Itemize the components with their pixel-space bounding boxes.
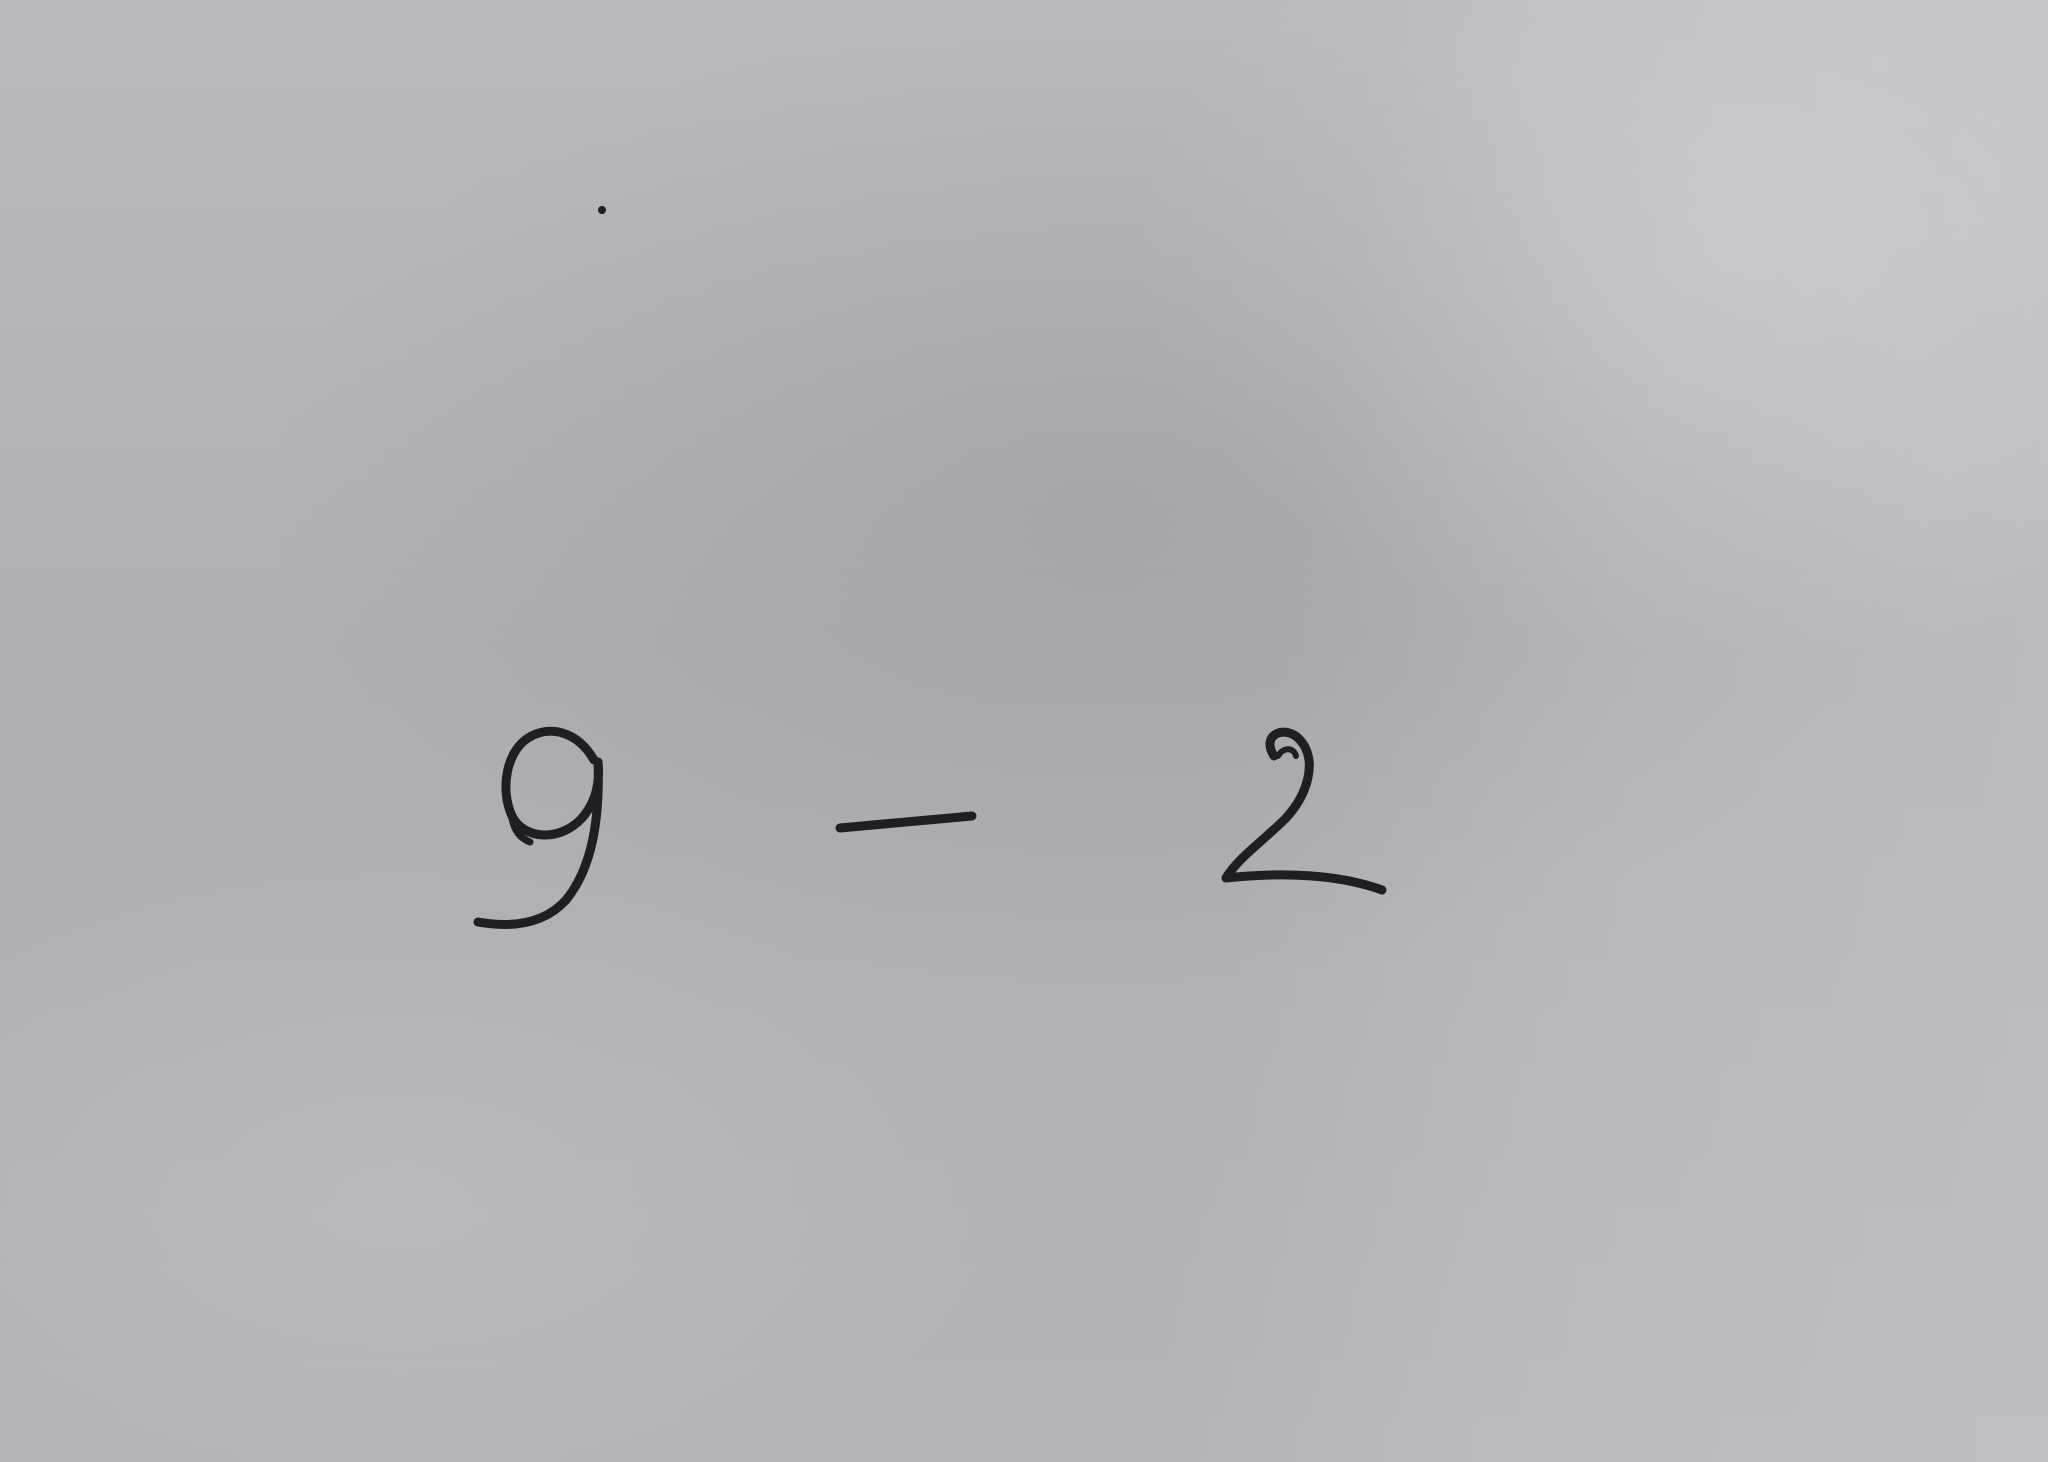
handwritten-digit-9	[478, 731, 598, 924]
handwritten-minus-sign	[840, 816, 972, 828]
ink-dot	[598, 206, 606, 214]
handwritten-digit-2	[1226, 732, 1382, 890]
